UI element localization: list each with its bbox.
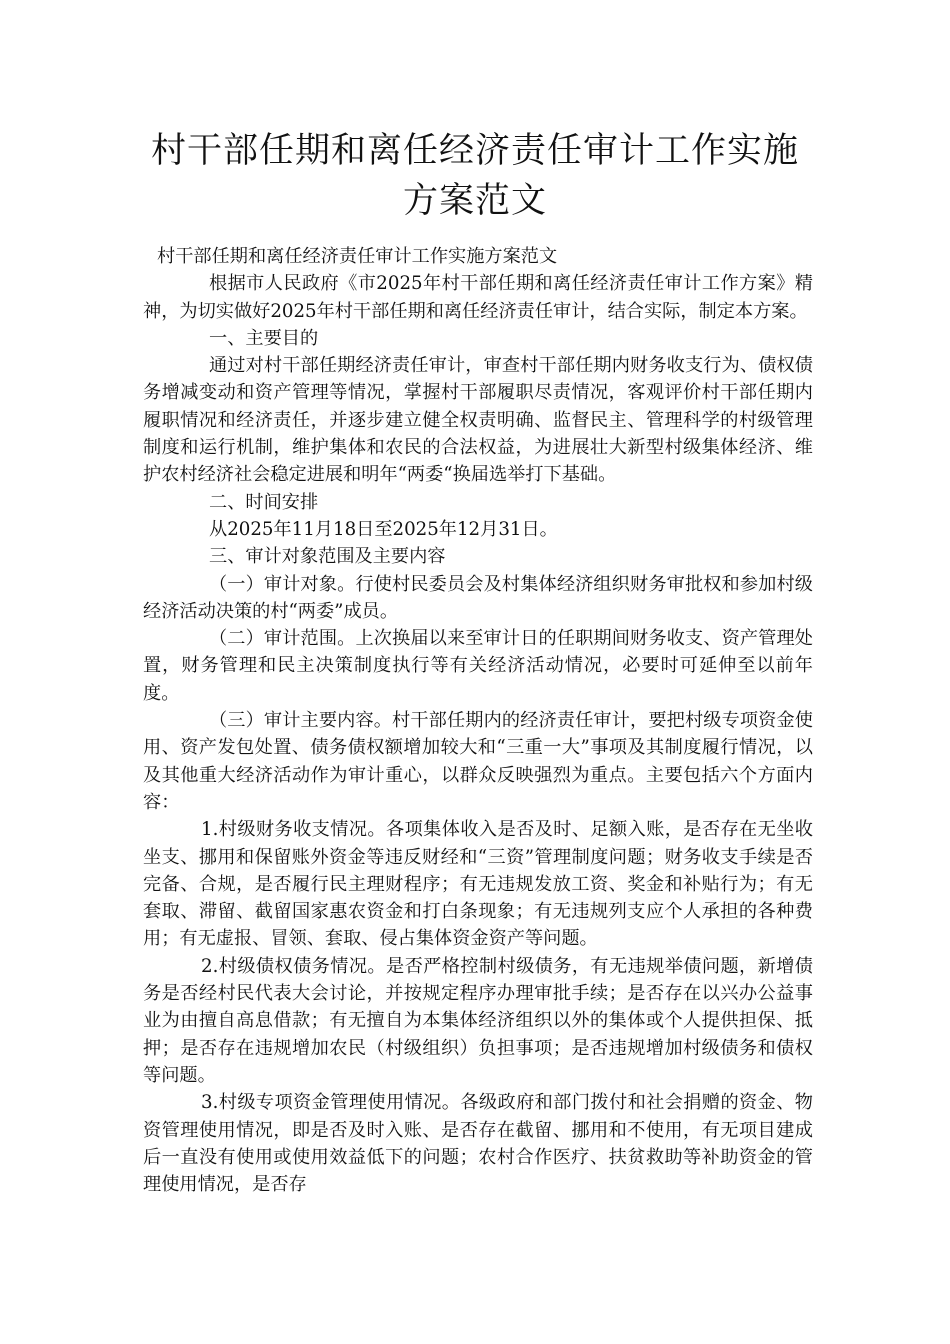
paragraph-audit-range: （二）审计范围。上次换届以来至审计日的任职期间财务收支、资产管理处置，财务管理和民主决策制度执行等有关经济活动情况，必要时可延伸至以前年度。 [143, 628, 813, 704]
paragraph-item-1: 1.村级财务收支情况。各项集体收入是否及时、足额入账，是否存在无坐收坐支、挪用和保留账外资金等违反财经和“三资”管理制度问题；财务收支手续是否完备、合规，是否履行民主理财程序；有无违规发放工资、奖金和补贴行为；有无套取、滞留、截留国家惠农资金和打白条现象；有无违规列支应个人承担的各种费用；有无虚报、冒领、套取、侵占集体资金资产等问题。 [143, 819, 813, 950]
paragraph-intro: 根据市人民政府《市2025年村干部任期和离任经济责任审计工作方案》精神，为切实做好2025年村干部任期和离任经济责任审计，结合实际，制定本方案。 [143, 273, 813, 322]
document-subtitle: 村干部任期和离任经济责任审计工作实施方案范文 [157, 246, 558, 267]
paragraph-item-2: 2.村级债权债务情况。是否严格控制村级债务，有无违规举债问题，新增债务是否经村民代表大会讨论，并按规定程序办理审批手续；是否存在以兴办公益事业为由擅自高息借款；有无擅自为本集体经济组织以外的集体或个人提供担保、抵押；是否存在违规增加农民（村级组织）负担事项；是否违规增加村级债务和债权等问题。 [143, 955, 813, 1086]
section-heading-schedule: 二、时间安排 [209, 491, 319, 513]
paragraph-schedule: 从2025年11月18日至2025年12月31日。 [209, 518, 558, 540]
section-heading-purpose: 一、主要目的 [209, 327, 319, 349]
paragraph-item-3: 3.村级专项资金管理使用情况。各级政府和部门拨付和社会捐赠的资金、物资管理使用情况，即是否及时入账、是否存在截留、挪用和不使用，有无项目建成后一直没有使用或使用效益低下的问题；农村合作医疗、扶贫救助等补助资金的管理使用情况，是否存 [143, 1092, 813, 1196]
document-title-line-1: 村干部任期和离任经济责任审计工作实施 [150, 131, 799, 171]
paragraph-audit-object: （一）审计对象。行使村民委员会及村集体经济组织财务审批权和参加村级经济活动决策的村“两委”成员。 [143, 573, 813, 622]
paragraph-purpose: 通过对村干部任期经济责任审计，审查村干部任期内财务收支行为、债权债务增减变动和资产管理等情况，掌握村干部履职尽责情况，客观评价村干部任期内履职情况和经济责任，并逐步建立健全权责明确、监督民主、管理科学的村级管理制度和运行机制，维护集体和农民的合法权益，为进展壮大新型村级集体经济、维护农村经济社会稳定进展和明年“两委“换届选举打下基础。 [143, 355, 813, 486]
document-body [143, 243, 813, 1198]
document-title-line-2: 方案范文 [402, 181, 547, 221]
paragraph-audit-content: （三）审计主要内容。村干部任期内的经济责任审计，要把村级专项资金使用、资产发包处置、债务债权额增加较大和“三重一大”事项及其制度履行情况，以及其他重大经济活动作为审计重心，以群众反映强烈为重点。主要包括六个方面内容： [143, 710, 813, 813]
section-heading-scope: 三、审计对象范围及主要内容 [209, 546, 446, 568]
